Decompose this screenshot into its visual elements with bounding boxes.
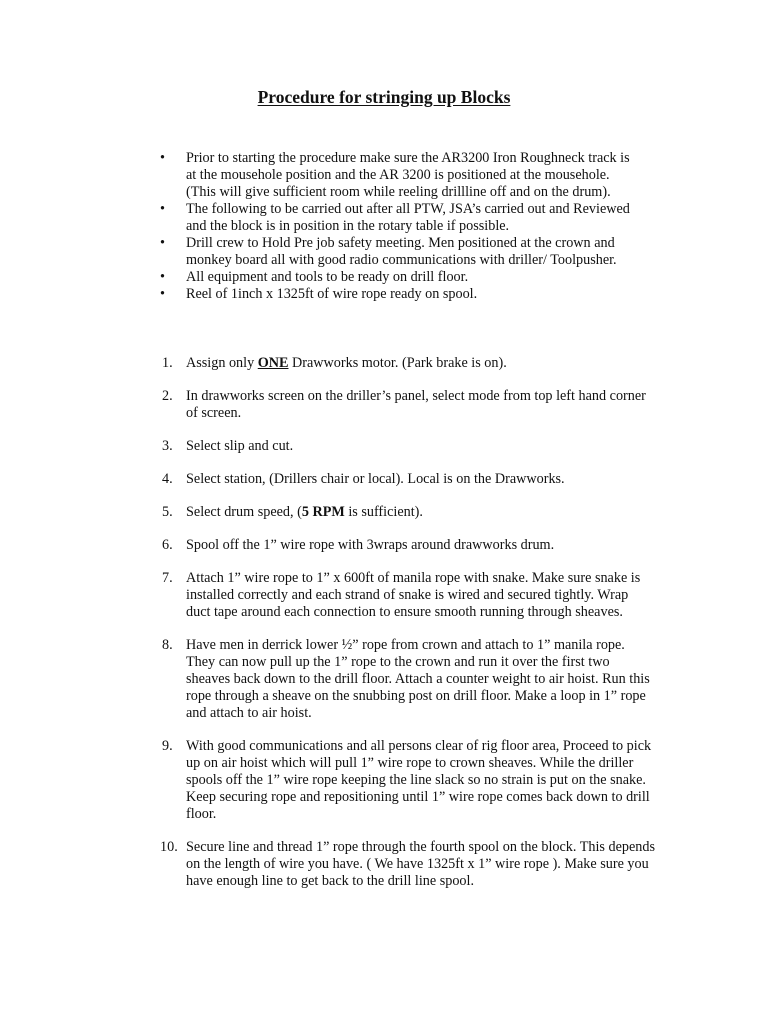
step-number: 3. <box>162 438 173 454</box>
procedure-step: 8. Have men in derrick lower ½” rope from crown and attach to 1” manila rope. They can now pull up the 1” rope to the crown and run it over the first two sheaves back down to the drill floor. Attach a counter weight to air hoist. Run this rope through a sheave on the snubbing post on drill floor. Make a loop in 1” rope and attach to air hoist. <box>162 637 650 721</box>
bullet-icon: • <box>160 150 165 166</box>
list-item: • Reel of 1inch x 1325ft of wire rope ready on spool. <box>160 286 478 302</box>
bullet-icon: • <box>160 201 165 217</box>
prerequisite-list <box>0 150 641 303</box>
procedure-step: 2. In drawworks screen on the driller’s panel, select mode from top left hand corner of screen. <box>162 388 646 421</box>
procedure-step: 9. With good communications and all persons clear of rig floor area, Proceed to pick up on air hoist which will pull 1” wire rope to crown sheaves. While the driller spools off the 1” wire rope keeping the line slack so no strain is put on the snake. Keep securing rope and repositioning until 1” wire rope comes back down to drill floor. <box>162 738 652 822</box>
bullet-icon: • <box>160 269 165 285</box>
step-number: 1. <box>162 355 173 371</box>
step-number: 7. <box>162 570 173 586</box>
bullet-icon: • <box>160 235 165 251</box>
procedure-step: 7. Attach 1” wire rope to 1” x 600ft of manila rope with snake. Make sure snake is installed correctly and each strand of snake is wired and secured tightly. Wrap duct tape around each connection to ensure smooth running through sheaves. <box>162 570 641 620</box>
step-number: 4. <box>162 471 173 487</box>
procedure-step: 3. Select slip and cut. <box>162 438 294 454</box>
step-number: 2. <box>162 388 173 404</box>
procedure-steps <box>0 355 656 906</box>
step-number: 5. <box>162 504 173 520</box>
step-number: 9. <box>162 738 173 754</box>
step-number: 6. <box>162 537 173 553</box>
procedure-step: 1. Assign only ONE Drawworks motor. (Park brake is on). <box>162 355 507 371</box>
bullet-icon: • <box>160 286 165 302</box>
list-item: • Drill crew to Hold Pre job safety meeting. Men positioned at the crown and monkey board all with good radio communications with driller/ Toolpusher. <box>160 235 617 268</box>
emphasis-text: ONE <box>257 355 289 371</box>
procedure-step: 4. Select station, (Drillers chair or local). Local is on the Drawworks. <box>162 471 565 487</box>
procedure-step: 5. Select drum speed, (5 RPM is sufficient). <box>162 504 423 520</box>
list-item: • All equipment and tools to be ready on drill floor. <box>160 269 469 285</box>
step-number: 10. <box>160 839 178 855</box>
emphasis-text: 5 RPM <box>301 504 345 520</box>
step-number: 8. <box>162 637 173 653</box>
procedure-step: 6. Spool off the 1” wire rope with 3wraps around drawworks drum. <box>162 537 555 553</box>
list-item: • Prior to starting the procedure make sure the AR3200 Iron Roughneck track is at the mousehole position and the AR 3200 is positioned at the mousehole. (This will give sufficient room while reeling drillline off and on the drum). <box>160 150 630 200</box>
page-title: Procedure for stringing up Blocks <box>257 87 511 107</box>
list-item: • The following to be carried out after all PTW, JSA’s carried out and Reviewed and the block is in position in the rotary table if possible. <box>160 201 630 234</box>
procedure-step: 10. Secure line and thread 1” rope through the fourth spool on the block. This depends on the length of wire you have. ( We have 1325ft x 1” wire rope ). Make sure you have enough line to get back to the drill line spool. <box>160 839 655 889</box>
